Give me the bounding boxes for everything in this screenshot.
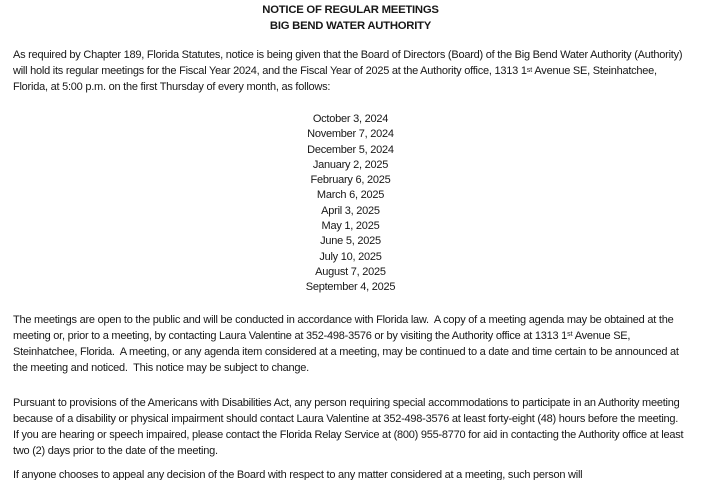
meeting-dates-list [13,112,688,296]
title-line-1: NOTICE OF REGULAR MEETINGS [262,4,439,16]
meeting-date: September 4, 2025 [305,281,396,294]
access-text-after-ordinal: Avenue SE, Steinhatchee, Florida. A meeting, or any agenda item considered at a meeting, may be continued to a date and time certain to be announced at the meeting and noticed. This notice may be subject to change. [13,329,682,374]
title-line-2: BIG BEND WATER AUTHORITY [269,19,432,32]
intro-paragraph [13,47,688,95]
meeting-date: July 10, 2025 [319,250,382,263]
intro-text-after-ordinal: Avenue SE, Steinhatchee, Florida, at 5:00 p.m. on the first Thursday of every month, as follows: [13,65,660,93]
ordinal-suffix: st [567,331,573,339]
access-text-before-ordinal: The meetings are open to the public and will be conducted in accordance with Florida law. A copy of a meeting agenda may be obtained at the meeting or, prior to a meeting, by contacting Laura Valentine at 352-498-3576 or by visiting the Authority office at 1313 1 [13,313,677,342]
appeal-notice-paragraph: If anyone chooses to appeal any decision of the Board with respect to any matter considered at a meeting, such person will [13,468,583,480]
meeting-date: November 7, 2024 [307,128,394,141]
meeting-date: March 6, 2025 [316,189,385,202]
meeting-date: May 1, 2025 [321,220,380,233]
document-title [13,3,688,34]
meeting-date: August 7, 2025 [315,265,386,278]
meeting-date: February 6, 2025 [310,174,391,187]
public-access-paragraph [13,312,688,376]
intro-text-before-ordinal: As required by Chapter 189, Florida Statutes, notice is being given that the Board of Directors (Board) of the Big Bend Water Authority (Authority) will hold its regular meetings for the Fiscal Year 2024, and the Fiscal Year of 2025 at the Authority office, 1313 1 [13,49,686,77]
ordinal-suffix: st [526,66,533,74]
meeting-date: December 5, 2024 [307,143,394,156]
ada-accommodations-paragraph: Pursuant to provisions of the Americans with Disabilities Act, any person requiring special accommodations to participate in an Authority meeting because of a disability or physical impairment should contact Laura Valentine at 352-498-3576 at least forty-eight (48) hours before the meeting. If you are hearing or speech impaired, please contact the Florida Relay Service at (800) 955-8770 for aid in contacting the Authority office at least two (2) days prior to the date of the meeting. [13,396,687,457]
meeting-date: June 5, 2025 [320,235,381,248]
meeting-date: October 3, 2024 [312,113,389,125]
meeting-date: January 2, 2025 [312,158,389,171]
meeting-date: April 3, 2025 [321,204,380,217]
